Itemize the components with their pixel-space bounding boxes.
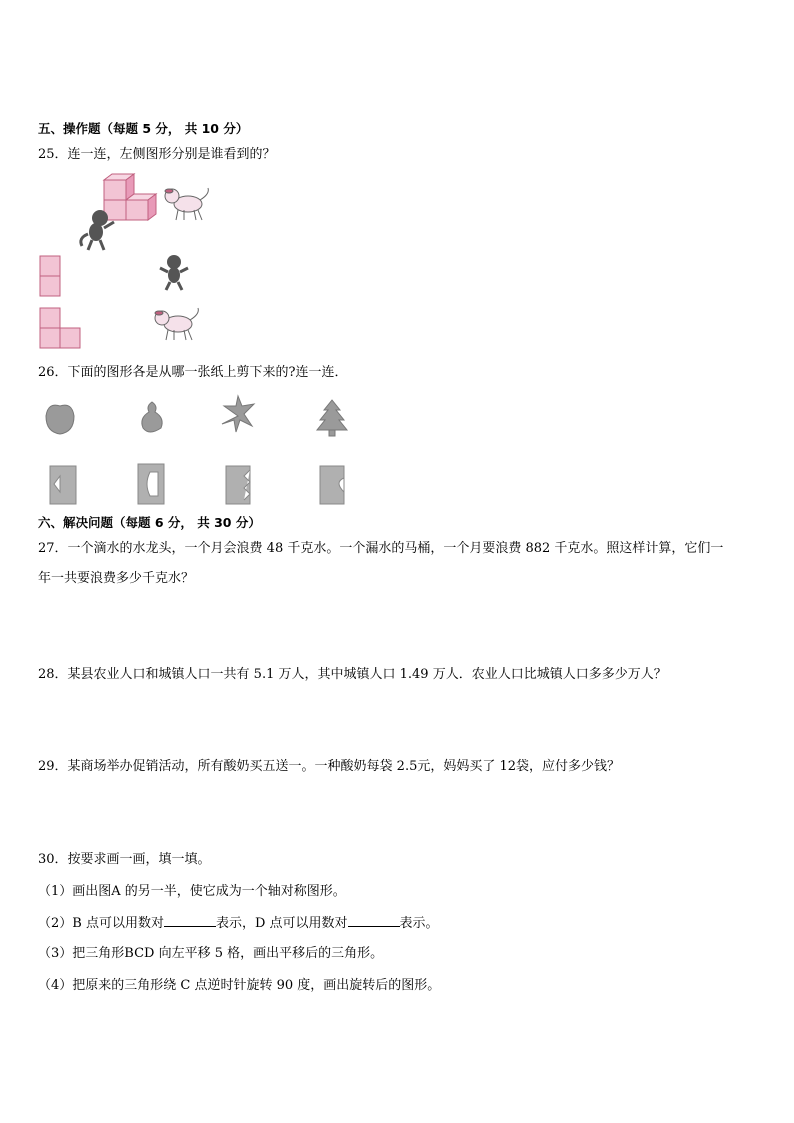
gourd-shape	[142, 402, 162, 432]
tree-shape	[317, 400, 347, 436]
flower-shape	[222, 396, 254, 432]
part2-text-c: 表示。	[399, 916, 439, 931]
question-30-part3: （3）把三角形BCD 向左平移 5 格，画出平移后的三角形。	[38, 946, 384, 961]
section-heading-6: 六、解决问题（每题 6 分， 共 30 分）	[38, 515, 261, 530]
answer-blank-b[interactable]	[164, 914, 216, 927]
question-30-part2	[38, 914, 439, 933]
monkey-icon-answer	[160, 255, 188, 290]
answer-blank-d[interactable]	[348, 914, 400, 927]
paper-1	[50, 466, 76, 504]
question-28: 28．某县农业人口和城镇人口一共有 5.1 万人，其中城镇人口 1.49 万人．农业人口比城镇人口多多少万人？	[38, 667, 667, 682]
dog-icon	[165, 188, 208, 220]
dog-icon-answer	[155, 308, 198, 340]
apple-shape	[46, 405, 74, 434]
question-30: 30．按要求画一画，填一填。	[38, 852, 211, 867]
question-25: 25．连一连，左侧图形分别是谁看到的？	[38, 147, 276, 162]
q26-figure	[38, 394, 368, 510]
question-30-part1: （1）画出图A 的另一半，使它成为一个轴对称图形。	[38, 884, 346, 899]
cube-stack-image	[104, 174, 156, 220]
question-30-part4: （4）把原来的三角形绕 C 点逆时针旋转 90 度，画出旋转后的图形。	[38, 978, 441, 993]
section-heading-5: 五、操作题（每题 5 分， 共 10 分）	[38, 121, 249, 136]
q25-figure	[38, 172, 218, 352]
view-two-squares	[40, 256, 60, 296]
question-27-line1: 27．一个滴水的水龙头，一个月会浪费 48 千克水。一个漏水的马桶，一个月要浪费 882 千克水。照这样计算，它们一	[38, 541, 724, 556]
part2-text-b: 表示，D 点可以用数对	[215, 916, 348, 931]
part2-text-a: （2）B 点可以用数对	[38, 916, 164, 931]
question-27-line2: 年一共要浪费多少千克水？	[38, 571, 195, 586]
question-26: 26．下面的图形各是从哪一张纸上剪下来的?连一连．	[38, 365, 348, 380]
view-l-shape	[40, 308, 80, 348]
question-29: 29．某商场举办促销活动，所有酸奶买五送一。一种酸奶每袋 2.5元，妈妈买了 12袋，应付多少钱？	[38, 759, 621, 774]
